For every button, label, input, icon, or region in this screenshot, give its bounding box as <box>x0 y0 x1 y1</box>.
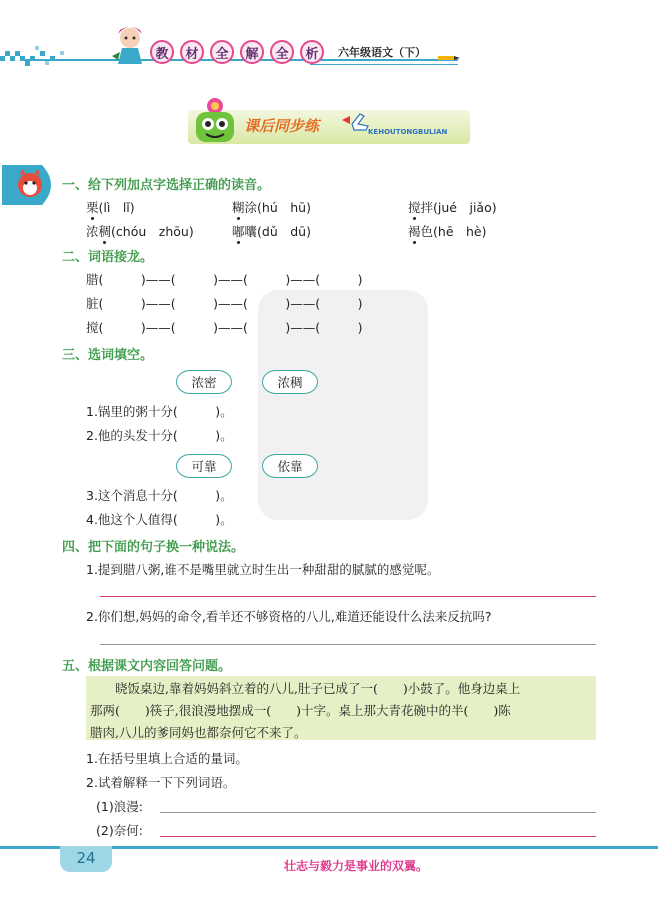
answer-line[interactable] <box>100 596 596 597</box>
section4-heading: 四、把下面的句子换一种说法。 <box>62 540 245 555</box>
fox-mascot-icon <box>2 165 60 205</box>
rewrite-question: 1.提到腊八粥,谁不是嘴里就立时生出一种甜甜的腻腻的感觉呢。 <box>86 562 440 577</box>
reading-question: 1.在括号里填上合适的量词。 <box>86 751 248 766</box>
section2-heading: 二、词语接龙。 <box>62 250 154 265</box>
fill-question: 2.他的头发十分( )。 <box>86 428 233 443</box>
header-title-char: 教 <box>150 40 174 64</box>
pinyin-item: 嘟囔(dǔ dū) <box>232 224 311 239</box>
header-title-char: 全 <box>210 40 234 64</box>
fill-question: 1.锅里的粥十分( )。 <box>86 404 233 419</box>
header-title-char: 全 <box>270 40 294 64</box>
green-monster-icon <box>192 96 238 148</box>
pinyin-item: 糊涂(hú hū) <box>232 200 311 215</box>
passage-line: 晓饭桌边,靠着妈妈斜立着的八儿,肚子已成了一( )小鼓了。他身边桌上 <box>90 681 521 696</box>
pinyin-item: 搅拌(jué jiǎo) <box>408 200 497 215</box>
word-option-bubble: 浓稠 <box>262 370 318 394</box>
pointing-hand-icon <box>340 110 370 132</box>
fill-question: 4.他这个人值得( )。 <box>86 512 233 527</box>
sub-question: (1)浪漫: <box>96 799 143 814</box>
pen-icon <box>438 54 460 62</box>
mascot-girl-icon <box>110 22 150 66</box>
pinyin-item: 褐色(hē hè) <box>408 224 487 239</box>
word-option-bubble: 浓密 <box>176 370 232 394</box>
grade-label: 六年级语文（下） <box>338 46 426 59</box>
section5-heading: 五、根据课文内容回答问题。 <box>62 659 232 674</box>
passage-line: 腊肉,八儿的爹同妈也都奈何它不来了。 <box>90 725 307 740</box>
answer-line[interactable] <box>160 812 596 813</box>
sub-question: (2)奈何: <box>96 823 143 838</box>
answer-line[interactable] <box>160 836 596 837</box>
reading-question: 2.试着解释一下下列词语。 <box>86 775 236 790</box>
pinyin-item: 浓稠(chóu zhōu) <box>86 224 194 239</box>
banner-title: 课后同步练 <box>244 117 320 135</box>
section3-heading: 三、选词填空。 <box>62 348 154 363</box>
pinyin-item: 栗(lì lǐ) <box>86 200 135 215</box>
header-title-char: 析 <box>300 40 324 64</box>
footer-motto: 壮志与毅力是事业的双翼。 <box>284 859 429 873</box>
word-option-bubble: 可靠 <box>176 454 232 478</box>
page-number: 24 <box>76 849 96 867</box>
rewrite-question: 2.你们想,妈妈的命令,看羊还不够资格的八儿,难道还能设什么法来反抗吗? <box>86 609 492 624</box>
answer-line[interactable] <box>100 644 596 645</box>
header-title-char: 解 <box>240 40 264 64</box>
passage-line: 那两( )筷子,很浪漫地摆成一( )十字。桌上那大青花碗中的半( )陈 <box>90 703 511 718</box>
banner-subtitle: KEHOUTONGBULIAN <box>368 128 448 136</box>
checker-decoration-icon <box>0 46 80 66</box>
word-chain-row: 腊( )——( )——( )——( ) <box>86 272 363 287</box>
word-chain-row: 脏( )——( )——( )——( ) <box>86 296 363 311</box>
fill-question: 3.这个消息十分( )。 <box>86 488 233 503</box>
header-rule-secondary <box>310 64 458 65</box>
word-option-bubble: 依靠 <box>262 454 318 478</box>
word-chain-row: 搅( )——( )——( )——( ) <box>86 320 363 335</box>
header-title-char: 材 <box>180 40 204 64</box>
section1-heading: 一、给下列加点字选择正确的读音。 <box>62 178 271 193</box>
